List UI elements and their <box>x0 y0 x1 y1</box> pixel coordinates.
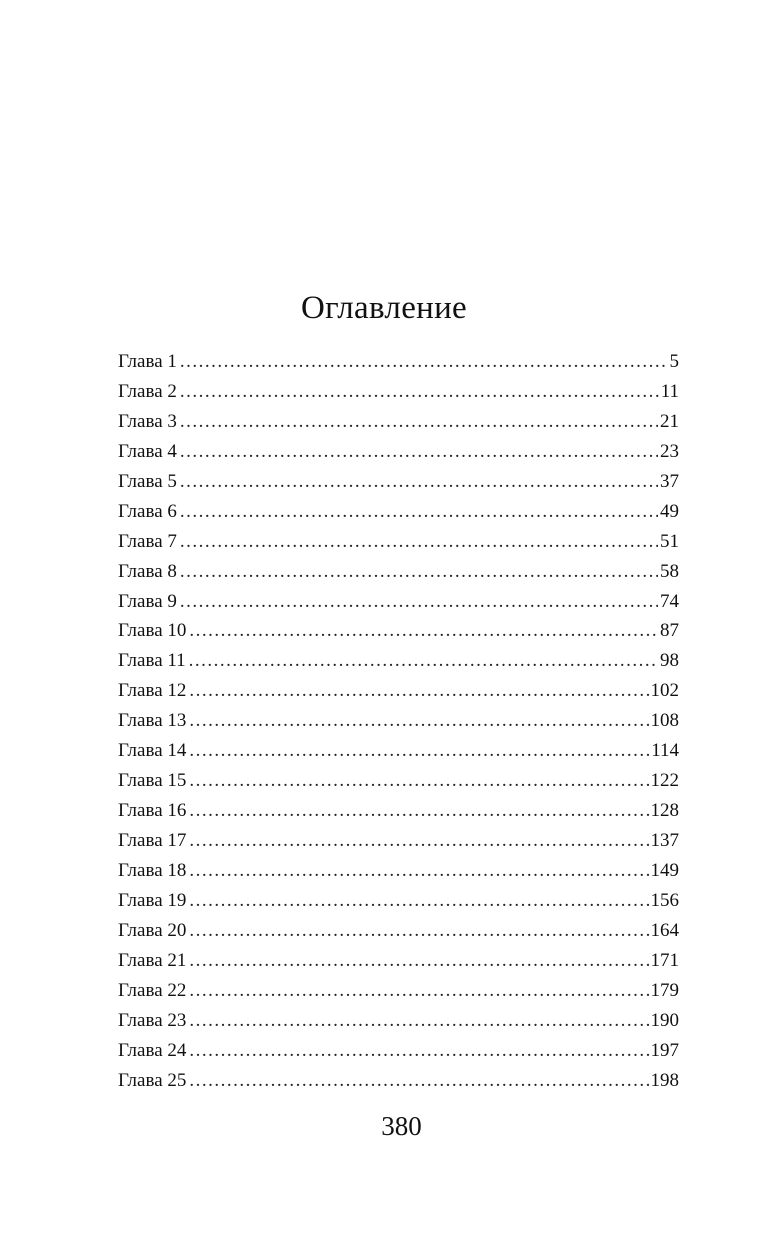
toc-leader-dots <box>189 736 649 766</box>
toc-leader-dots <box>189 886 648 916</box>
toc-entry-label: Глава 22 <box>118 979 187 1001</box>
toc-entry <box>118 557 679 587</box>
toc-entry <box>118 407 679 437</box>
toc-entry <box>118 886 679 916</box>
toc-leader-dots <box>189 976 648 1006</box>
toc-entry <box>118 916 679 946</box>
toc-entry-page: 128 <box>650 800 679 822</box>
toc-leader-dots <box>180 437 658 467</box>
toc-entry-page: 98 <box>660 650 679 672</box>
toc-entry-label: Глава 3 <box>118 410 177 432</box>
toc-title: Оглавление <box>300 290 468 326</box>
toc-entry <box>118 646 679 676</box>
toc-entry-label: Глава 19 <box>118 889 187 911</box>
toc-entry <box>118 527 679 557</box>
toc-leader-dots <box>189 646 658 676</box>
toc-entry <box>118 856 679 886</box>
toc-entry <box>118 976 679 1006</box>
toc-entry-page: 197 <box>650 1039 679 1061</box>
toc-entry-page: 122 <box>650 770 679 792</box>
toc-entry-page: 21 <box>660 410 679 432</box>
toc-entry <box>118 706 679 736</box>
toc-entry <box>118 676 679 706</box>
toc-entry-page: 190 <box>650 1009 679 1031</box>
toc-entry-page: 198 <box>650 1069 679 1091</box>
toc-entry <box>118 587 679 617</box>
toc-leader-dots <box>189 766 648 796</box>
toc-entry-page: 49 <box>660 500 679 522</box>
toc-entry <box>118 1066 679 1096</box>
toc-entry-label: Глава 13 <box>118 710 187 732</box>
toc-entry-label: Глава 2 <box>118 380 177 402</box>
toc-entry-label: Глава 14 <box>118 740 187 762</box>
toc-entry <box>118 766 679 796</box>
toc-leader-dots <box>180 407 658 437</box>
toc-leader-dots <box>180 497 658 527</box>
toc-leader-dots <box>180 467 658 497</box>
toc-leader-dots <box>189 1066 648 1096</box>
toc-entry-page: 23 <box>660 440 679 462</box>
toc-entry <box>118 946 679 976</box>
toc-entry-page: 58 <box>660 560 679 582</box>
toc-leader-dots <box>189 946 648 976</box>
toc-entry-label: Глава 10 <box>118 620 187 642</box>
toc-entry-label: Глава 25 <box>118 1069 187 1091</box>
toc-entry-label: Глава 23 <box>118 1009 187 1031</box>
toc-entry-label: Глава 24 <box>118 1039 187 1061</box>
toc-entry <box>118 736 679 766</box>
toc-entry-page: 171 <box>650 949 679 971</box>
toc-entry <box>118 467 679 497</box>
toc-leader-dots <box>180 587 658 617</box>
toc-entry-label: Глава 18 <box>118 859 187 881</box>
toc-leader-dots <box>180 557 658 587</box>
toc-entry-page: 74 <box>660 590 679 612</box>
toc-entry <box>118 616 679 646</box>
toc-leader-dots <box>189 616 658 646</box>
toc-entry-page: 114 <box>651 740 679 762</box>
toc-entry-label: Глава 4 <box>118 440 177 462</box>
toc-entry-page: 87 <box>660 620 679 642</box>
toc-entry-page: 51 <box>660 530 679 552</box>
toc-leader-dots <box>180 347 668 377</box>
toc-entry-label: Глава 15 <box>118 770 187 792</box>
toc-leader-dots <box>189 796 648 826</box>
toc-entry-label: Глава 21 <box>118 949 187 971</box>
toc-leader-dots <box>180 377 659 407</box>
toc-leader-dots <box>189 1036 648 1066</box>
toc-entry <box>118 796 679 826</box>
toc-entry-page: 164 <box>650 919 679 941</box>
toc-leader-dots <box>189 706 648 736</box>
toc-leader-dots <box>180 527 658 557</box>
toc-entry-page: 37 <box>660 470 679 492</box>
toc-list <box>118 347 679 1095</box>
toc-entry <box>118 437 679 467</box>
toc-entry-label: Глава 5 <box>118 470 177 492</box>
toc-entry-page: 156 <box>650 889 679 911</box>
toc-entry-label: Глава 7 <box>118 530 177 552</box>
toc-entry-page: 149 <box>650 859 679 881</box>
toc-entry-label: Глава 12 <box>118 680 187 702</box>
toc-entry-page: 5 <box>669 351 679 372</box>
toc-entry-page: 11 <box>660 380 679 402</box>
toc-entry-page: 179 <box>650 979 679 1001</box>
toc-entry-label: Глава 9 <box>118 590 177 612</box>
toc-entry-page: 108 <box>650 710 679 732</box>
toc-leader-dots <box>189 826 648 856</box>
toc-entry-page: 102 <box>650 680 679 702</box>
toc-entry <box>118 347 679 377</box>
toc-leader-dots <box>189 856 648 886</box>
toc-leader-dots <box>189 1006 648 1036</box>
toc-entry <box>118 377 679 407</box>
toc-entry <box>118 497 679 527</box>
toc-leader-dots <box>189 916 648 946</box>
toc-entry-page: 137 <box>650 830 679 851</box>
toc-entry-label: Глава 17 <box>118 830 187 851</box>
toc-entry-label: Глава 6 <box>118 500 177 522</box>
toc-entry-label: Глава 1 <box>118 351 177 372</box>
page-number: 380 <box>381 1111 422 1141</box>
toc-entry-label: Глава 11 <box>118 650 186 672</box>
toc-entry-label: Глава 20 <box>118 919 187 941</box>
toc-entry <box>118 826 679 856</box>
toc-entry <box>118 1006 679 1036</box>
toc-entry-label: Глава 8 <box>118 560 177 582</box>
toc-leader-dots <box>189 676 648 706</box>
toc-entry <box>118 1036 679 1066</box>
toc-entry-label: Глава 16 <box>118 800 187 822</box>
